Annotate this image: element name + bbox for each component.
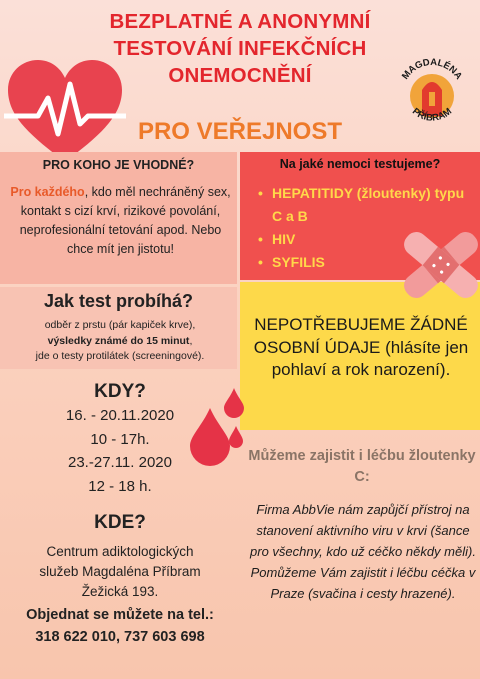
- blood-drop-icon: [190, 408, 230, 466]
- logo-text-top: MAGDALÉNA: [399, 56, 465, 82]
- how-heading: Jak test probíhá?: [43, 291, 194, 311]
- title-line: ONEMOCNĚNÍ: [168, 64, 312, 87]
- title-line: TESTOVÁNÍ INFEKČNÍCH: [113, 37, 367, 60]
- where-line: Žežická 193.: [81, 584, 159, 599]
- where-lines: [0, 542, 240, 602]
- diseases-heading: Na jaké nemoci testujeme?: [279, 157, 441, 171]
- when-line: 16. - 20.11.2020: [65, 407, 175, 424]
- who-text-rest: , kdo měl nechráněný sex, kontakt s cizí krví, rizikové povolání, neprofesionální tetování apod. Nebo chce mít jen jistotu!: [19, 185, 231, 256]
- page-title: [60, 8, 420, 89]
- disease-item: • HEPATITIDY (žloutenky) typu C a B: [258, 182, 478, 228]
- cure-heading: Můžeme zajistit i léčbu žloutenky C:: [248, 448, 476, 485]
- title-line: BEZPLATNÉ A ANONYMNÍ: [109, 10, 371, 33]
- disease-item: • SYFILIS: [258, 251, 478, 274]
- how-line: jde o testy protilátek (screeningové).: [35, 350, 205, 362]
- bandage-icon: [402, 222, 480, 308]
- disease-item: • HIV: [258, 228, 478, 251]
- logo-text-bottom: PŘÍBRAM: [409, 106, 455, 124]
- how-line-bold: výsledky známé do 15 minut: [47, 334, 190, 347]
- how-line: odběr z prstu (pár kapiček krve),: [44, 319, 196, 331]
- page-subtitle: PRO VEŘEJNOST: [137, 118, 343, 145]
- cure-text: Firma AbbVie nám zapůjčí přístroj na stanovení aktivního viru v krvi (šance pro všechny, kdo už céčko někdy měli). Pomůžeme Vám zajistit i léčbu céčka v Praze (svačina i cesty hrazené).: [250, 502, 476, 601]
- blood-drop-icon: [229, 426, 243, 448]
- when-heading: KDY?: [94, 381, 146, 402]
- where-line: Centrum adiktologických: [46, 544, 194, 559]
- who-text: [8, 183, 233, 259]
- how-line-rest: ,: [189, 334, 193, 347]
- how-text: [6, 318, 234, 365]
- magdalena-logo: [393, 50, 471, 136]
- when-line: 12 - 18 h.: [88, 477, 152, 495]
- when-line: 23.-27.11. 2020: [68, 454, 172, 471]
- where-heading: KDE?: [94, 512, 146, 533]
- who-highlight: Pro každého: [10, 185, 85, 199]
- where-line: služeb Magdaléna Příbram: [39, 564, 201, 579]
- data-notice-text: NEPOTŘEBUJEME ŽÁDNÉ OSOBNÍ ÚDAJE (hlásíte jen pohlaví a rok narození).: [253, 315, 469, 379]
- how-line: [6, 334, 234, 350]
- who-heading: PRO KOHO JE VHODNÉ?: [42, 158, 195, 172]
- when-line: 10 - 17h.: [90, 430, 150, 448]
- phone-numbers: 318 622 010, 737 603 698: [35, 629, 205, 645]
- order-label: Objednat se můžete na tel.:: [26, 607, 214, 623]
